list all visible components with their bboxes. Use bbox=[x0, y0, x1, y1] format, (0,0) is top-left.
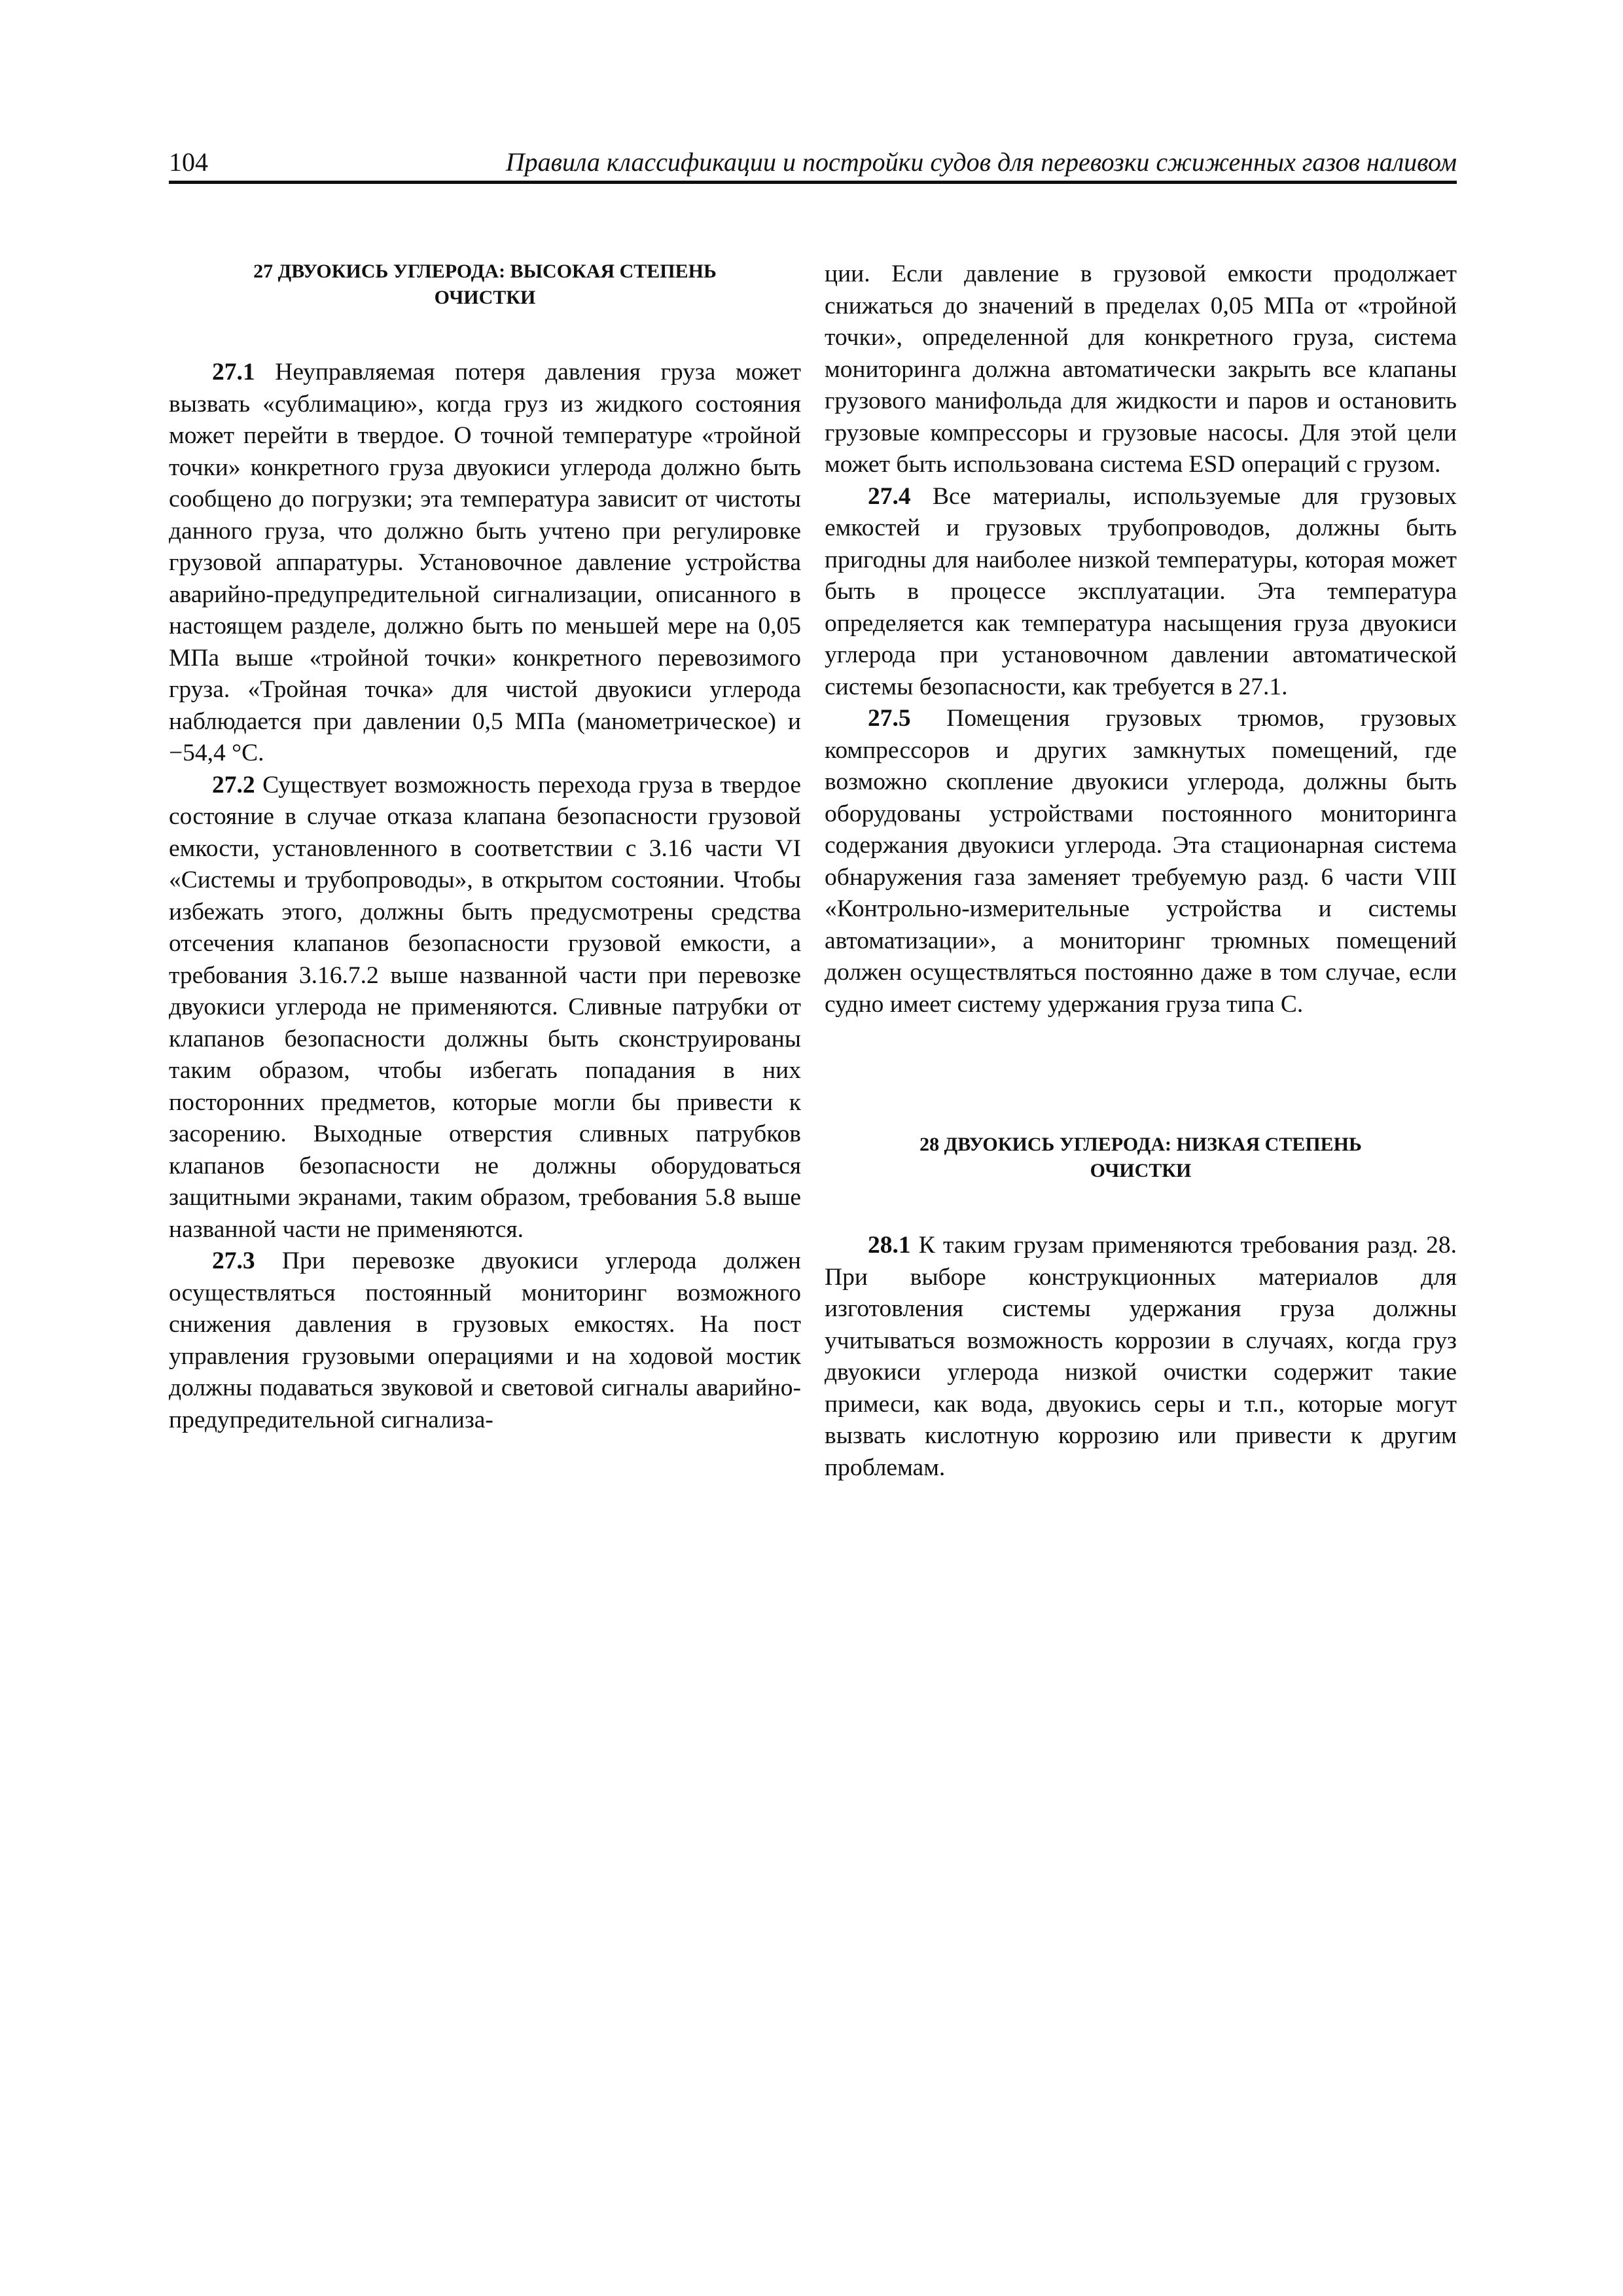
running-title: Правила классификации и постройки судов для перевозки сжиженных газов наливом bbox=[505, 147, 1457, 177]
clause-number: 27.1 bbox=[212, 359, 255, 386]
paragraph-text: Все материалы, используемые для грузовых емкостей и грузовых трубопроводов, должны быть пригодны для наиболее низкой температуры, которая может быть в процессе эксплуатации. Эта температура определяется как температура насыщения груза двуокиси углерода при установочном давлении автоматической системы безопасности, как требуется в 27.1. bbox=[825, 482, 1457, 700]
clause-number: 28.1 bbox=[868, 1232, 911, 1259]
clause-number: 27.5 bbox=[868, 705, 911, 732]
section-28-heading-line1: 28 ДВУОКИСЬ УГЛЕРОДА: НИЗКАЯ СТЕПЕНЬ bbox=[919, 1134, 1362, 1155]
section-28-heading-line2: ОЧИСТКИ bbox=[1090, 1160, 1192, 1181]
paragraph-27-5 bbox=[825, 703, 1457, 1020]
clause-number: 27.3 bbox=[212, 1247, 255, 1274]
paragraph-text: К таким грузам применяются требования разд. 28. При выборе конструкционных материалов для изготовления системы удержания груза должны учитываться возможность коррозии в случаях, когда груз двуокиси углерода низкой очистки содержит такие примеси, как вода, двуокись серы и т.п., которые могут вызвать кислотную коррозию или привести к другим проблемам. bbox=[825, 1232, 1457, 1481]
page-number: 104 bbox=[169, 147, 208, 177]
clause-number: 27.2 bbox=[212, 771, 255, 798]
section-28-heading bbox=[825, 1132, 1457, 1184]
right-column bbox=[825, 259, 1457, 1484]
paragraph-text: Помещения грузовых трюмов, грузовых компрессоров и других замкнутых помещений, где возможно скопление двуокиси углерода, должны быть оборудованы устройствами постоянного мониторинга содержания двуокиси углерода. Эта стационарная система обнаружения газа заменяет требуемую разд. 6 части VIII «Контрольно-измерительные устройства и системы автоматизации», а мониторинг трюмных помещений должен осуществляться постоянно даже в том случае, если судно имеет систему удержания груза типа С. bbox=[825, 705, 1457, 1018]
clause-number: 27.4 bbox=[868, 482, 911, 510]
section-27-heading-line1: 27 ДВУОКИСЬ УГЛЕРОДА: ВЫСОКАЯ СТЕПЕНЬ bbox=[253, 260, 717, 282]
paragraph-28-1 bbox=[825, 1230, 1457, 1484]
paragraph-text: При перевозке двуокиси углерода должен осуществляться постоянный мониторинг возможного снижения давления в грузовых емкостях. На пост управления грузовыми операциями и на ходовой мостик должны подаваться звуковой и световой сигналы аварийно-предупредительной сигнализа- bbox=[169, 1247, 801, 1433]
page-header bbox=[169, 143, 1457, 184]
left-column bbox=[169, 259, 801, 1436]
paragraph-text: Неуправляемая потеря давления груза может вызвать «сублимацию», когда груз из жидкого состояния может перейти в твердое. О точной температуре «тройной точки» конкретного груза двуокиси углерода должно быть сообщено до погрузки; эта температура зависит от чистоты данного груза, что должно быть учтено при регулировке грузовой аппаратуры. Установочное давление устройства аварийно-предупредительной сигнализации, описанного в настоящем разделе, должно быть по меньшей мере на 0,05 МПа выше «тройной точки» конкретного перевозимого груза. «Тройная точка» для чистой двуокиси углерода наблюдается при давлении 0,5 МПа (манометрическое) и −54,4 °С. bbox=[169, 359, 801, 766]
paragraph-text: ции. Если давление в грузовой емкости продолжает снижаться до значений в пределах 0,05 МПа от «тройной точки», определенной для конкретного груза, система мониторинга должна автоматически закрыть все клапаны грузового манифольда для жидкости и паров и остановить грузовые компрессоры и грузовые насосы. Для этой цели может быть использована система ESD операций с грузом. bbox=[825, 260, 1457, 478]
paragraph-27-1 bbox=[169, 357, 801, 770]
paragraph-text: Существует возможность перехода груза в твердое состояние в случае отказа клапана безопасности грузовой емкости, установленного в соответствии с 3.16 части VI «Системы и трубопроводы», в открытом состоянии. Чтобы избежать этого, должны быть предусмотрены средства отсечения клапанов безопасности грузовой емкости, а требования 3.16.7.2 выше названной части при перевозке двуокиси углерода не применяются. Сливные патрубки от клапанов безопасности должны быть сконструированы таким образом, чтобы избегать попадания в них посторонних предметов, которые могли бы привести к засорению. Выходные отверстия сливных патрубков клапанов безопасности не должны оборудоваться защитными экранами, таким образом, требования 5.8 выше названной части не применяются. bbox=[169, 771, 801, 1243]
paragraph-27-3-part2 bbox=[825, 259, 1457, 481]
paragraph-27-4 bbox=[825, 481, 1457, 704]
section-27-heading-line2: ОЧИСТКИ bbox=[434, 287, 536, 308]
section-27-heading bbox=[169, 259, 801, 311]
paragraph-27-2 bbox=[169, 770, 801, 1246]
paragraph-27-3-part1 bbox=[169, 1246, 801, 1436]
